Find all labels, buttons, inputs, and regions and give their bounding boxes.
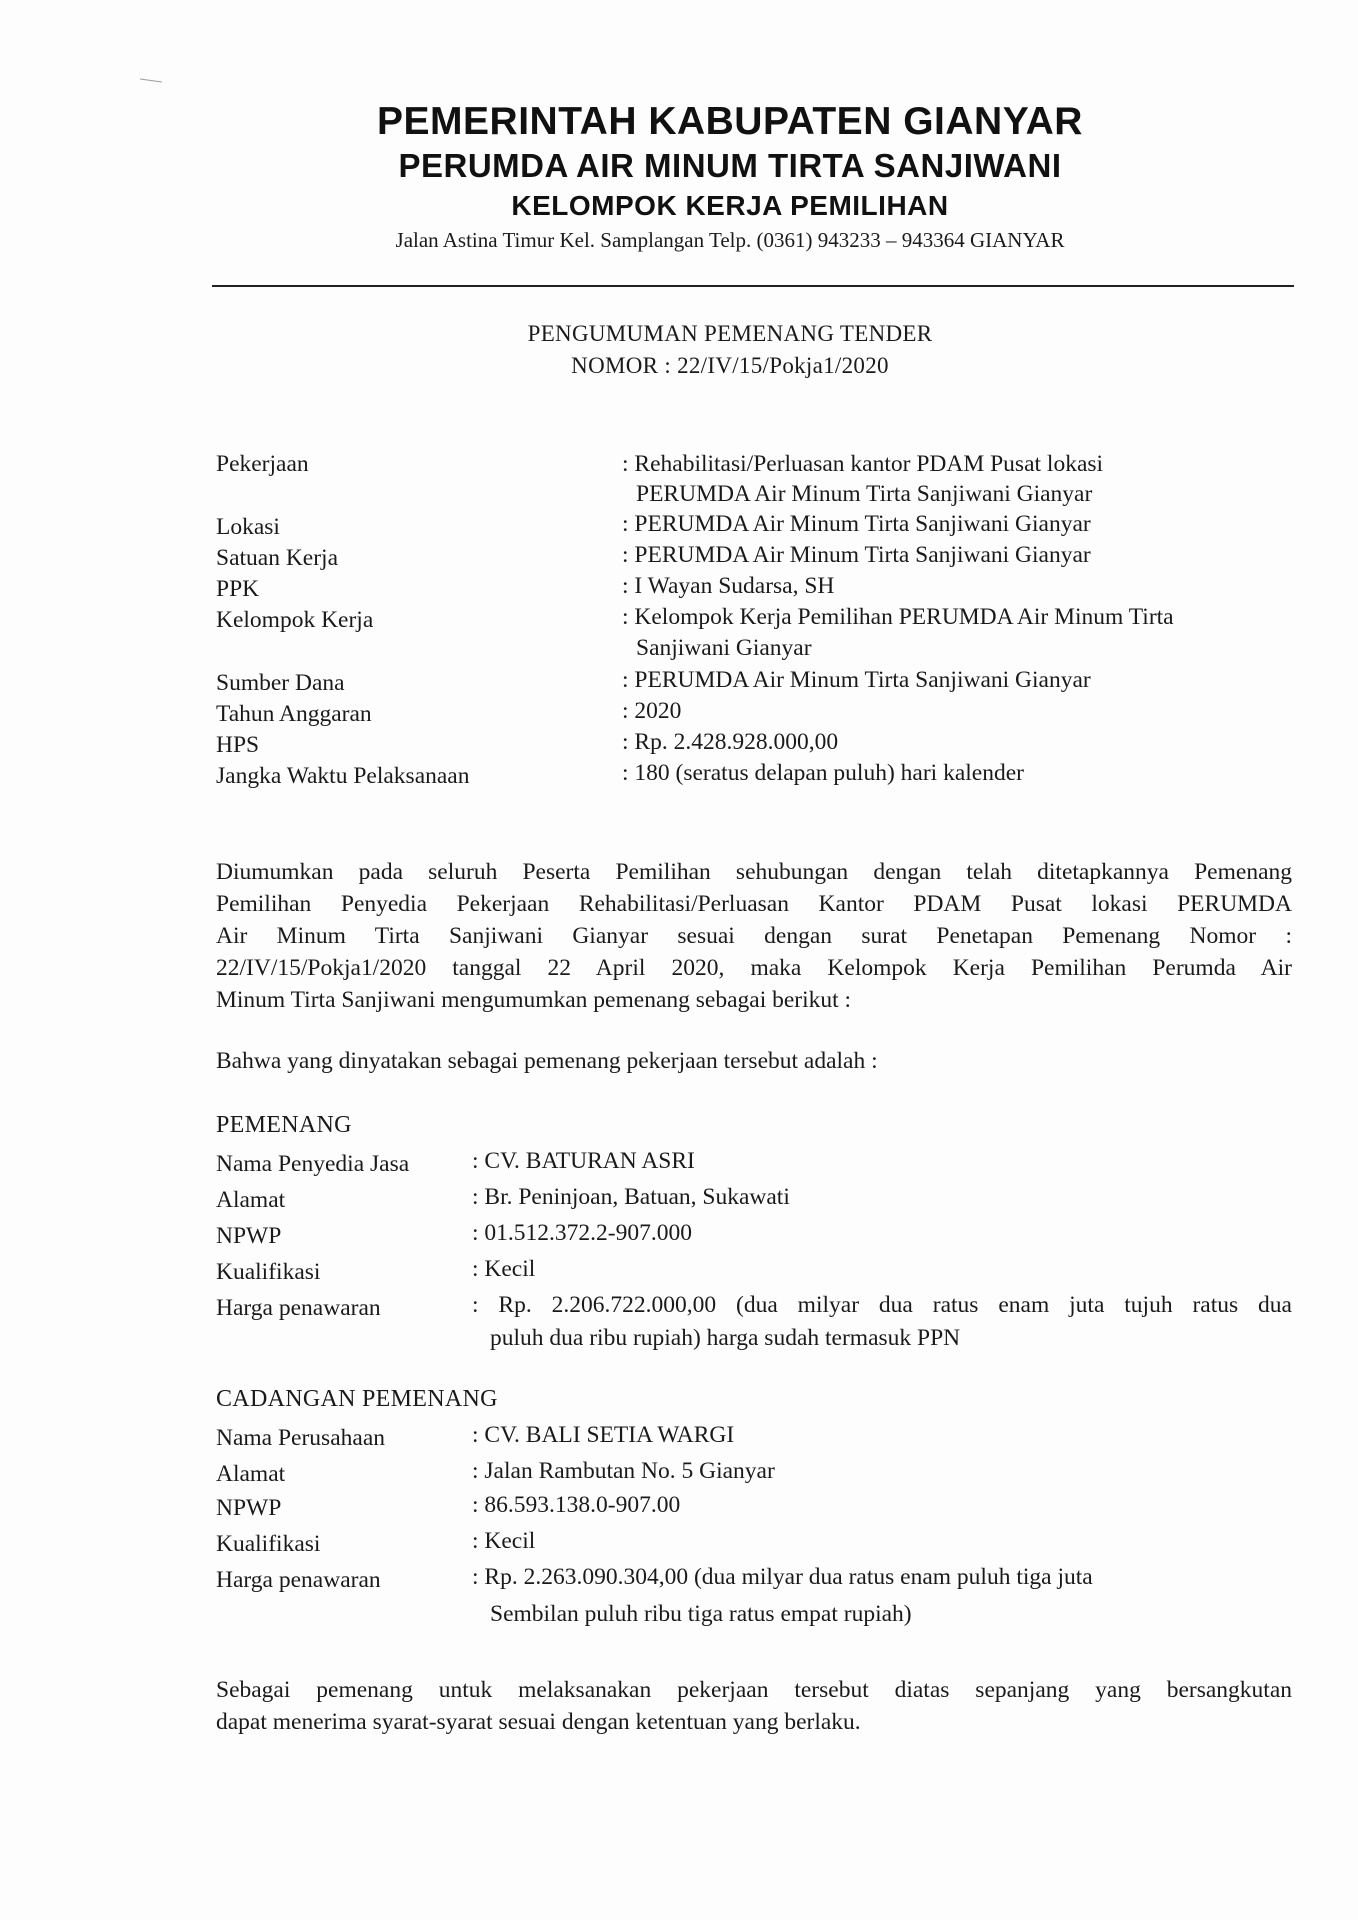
reserve-value-npwp: : 86.593.138.0-907.00 <box>472 1492 681 1518</box>
detail-label-satuan-kerja: Satuan Kerja <box>216 545 339 571</box>
detail-label-jangka-waktu: Jangka Waktu Pelaksanaan <box>216 763 470 789</box>
winner-value-nama: : CV. BATURAN ASRI <box>472 1148 695 1174</box>
reserve-label-npwp: NPWP <box>216 1495 282 1521</box>
reserve-value-alamat: : Jalan Rambutan No. 5 Gianyar <box>472 1458 775 1484</box>
reserve-value-harga-cont: Sembilan puluh ribu tiga ratus empat rupiah) <box>490 1601 912 1627</box>
letterhead-company: PERUMDA AIR MINUM TIRTA SANJIWANI <box>398 147 1062 184</box>
reserve-value-kualifikasi: : Kecil <box>472 1528 536 1554</box>
paragraph-line: dapat menerima syarat-syarat sesuai dengan ketentuan yang berlaku. <box>216 1709 861 1735</box>
detail-value-sumber-dana: : PERUMDA Air Minum Tirta Sanjiwani Gianyar <box>622 667 1091 693</box>
reserve-value-nama: : CV. BALI SETIA WARGI <box>472 1422 735 1448</box>
detail-value-lokasi: : PERUMDA Air Minum Tirta Sanjiwani Gianyar <box>622 511 1091 537</box>
detail-label-pekerjaan: Pekerjaan <box>216 451 309 477</box>
detail-value-pokja-cont: Sanjiwani Gianyar <box>636 635 812 661</box>
paragraph-line: Diumumkan pada seluruh Peserta Pemilihan sehubungan dengan telah ditetapkannya Pemenang <box>216 859 1292 885</box>
detail-value-hps: : Rp. 2.428.928.000,00 <box>622 729 839 755</box>
announcement-paragraph <box>216 856 1292 1016</box>
detail-value-ppk: : I Wayan Sudarsa, SH <box>622 573 835 599</box>
detail-value-tahun-anggaran: : 2020 <box>622 698 682 724</box>
paragraph-line: Minum Tirta Sanjiwani mengumumkan pemenang sebagai berikut : <box>216 987 852 1013</box>
detail-value-satuan-kerja: : PERUMDA Air Minum Tirta Sanjiwani Gianyar <box>622 542 1091 568</box>
detail-label-sumber-dana: Sumber Dana <box>216 670 345 696</box>
paragraph-line: Sebagai pemenang untuk melaksanakan pekerjaan tersebut diatas sepanjang yang bersangkutan <box>216 1677 1292 1703</box>
paragraph-line: Pemilihan Penyedia Pekerjaan Rehabilitasi/Perluasan Kantor PDAM Pusat lokasi PERUMDA <box>216 891 1292 917</box>
detail-value-pekerjaan-cont: PERUMDA Air Minum Tirta Sanjiwani Gianyar <box>636 481 1093 507</box>
winner-heading: PEMENANG <box>216 1112 352 1138</box>
winner-value-harga-cont: puluh dua ribu rupiah) harga sudah termasuk PPN <box>490 1325 961 1351</box>
paragraph-line: Air Minum Tirta Sanjiwani Gianyar sesuai dengan surat Penetapan Pemenang Nomor : <box>216 923 1292 949</box>
detail-value-pokja: : Kelompok Kerja Pemilihan PERUMDA Air Minum Tirta <box>622 604 1174 630</box>
reserve-value-harga: : Rp. 2.263.090.304,00 (dua milyar dua ratus enam puluh tiga juta <box>472 1564 1093 1590</box>
reserve-heading: CADANGAN PEMENANG <box>216 1386 498 1412</box>
reserve-label-nama: Nama Perusahaan <box>216 1425 385 1451</box>
closing-paragraph <box>216 1674 1292 1738</box>
detail-label-hps: HPS <box>216 732 260 758</box>
scan-artifact <box>140 78 162 82</box>
announcement-number: NOMOR : 22/IV/15/Pokja1/2020 <box>571 353 889 378</box>
detail-label-pokja: Kelompok Kerja <box>216 607 374 633</box>
letterhead-government: PEMERINTAH KABUPATEN GIANYAR <box>377 100 1083 143</box>
reserve-label-alamat: Alamat <box>216 1461 286 1487</box>
winner-statement: Bahwa yang dinyatakan sebagai pemenang pekerjaan tersebut adalah : <box>216 1048 878 1074</box>
winner-value-npwp: : 01.512.372.2-907.000 <box>472 1220 692 1246</box>
winner-label-alamat: Alamat <box>216 1187 286 1213</box>
detail-label-tahun-anggaran: Tahun Anggaran <box>216 701 372 727</box>
letterhead-divider <box>212 285 1294 287</box>
reserve-label-kualifikasi: Kualifikasi <box>216 1531 321 1557</box>
detail-value-jangka-waktu: : 180 (seratus delapan puluh) hari kalender <box>622 760 1024 786</box>
winner-value-alamat: : Br. Peninjoan, Batuan, Sukawati <box>472 1184 790 1210</box>
winner-label-harga: Harga penawaran <box>216 1295 381 1321</box>
detail-label-ppk: PPK <box>216 576 260 602</box>
detail-label-lokasi: Lokasi <box>216 514 280 540</box>
reserve-label-harga: Harga penawaran <box>216 1567 381 1593</box>
announcement-title: PENGUMUMAN PEMENANG TENDER <box>527 321 933 346</box>
letterhead-working-group: KELOMPOK KERJA PEMILIHAN <box>511 190 949 221</box>
winner-label-nama: Nama Penyedia Jasa <box>216 1151 410 1177</box>
winner-label-npwp: NPWP <box>216 1223 282 1249</box>
winner-value-kualifikasi: : Kecil <box>472 1256 536 1282</box>
winner-label-kualifikasi: Kualifikasi <box>216 1259 321 1285</box>
letterhead-address: Jalan Astina Timur Kel. Samplangan Telp. (0361) 943233 – 943364 GIANYAR <box>395 228 1065 252</box>
winner-value-harga: : Rp. 2.206.722.000,00 (dua milyar dua ratus enam juta tujuh ratus dua <box>472 1292 1292 1318</box>
detail-value-pekerjaan: : Rehabilitasi/Perluasan kantor PDAM Pusat lokasi <box>622 451 1104 477</box>
paragraph-line: 22/IV/15/Pokja1/2020 tanggal 22 April 2020, maka Kelompok Kerja Pemilihan Perumda Air <box>216 955 1292 981</box>
